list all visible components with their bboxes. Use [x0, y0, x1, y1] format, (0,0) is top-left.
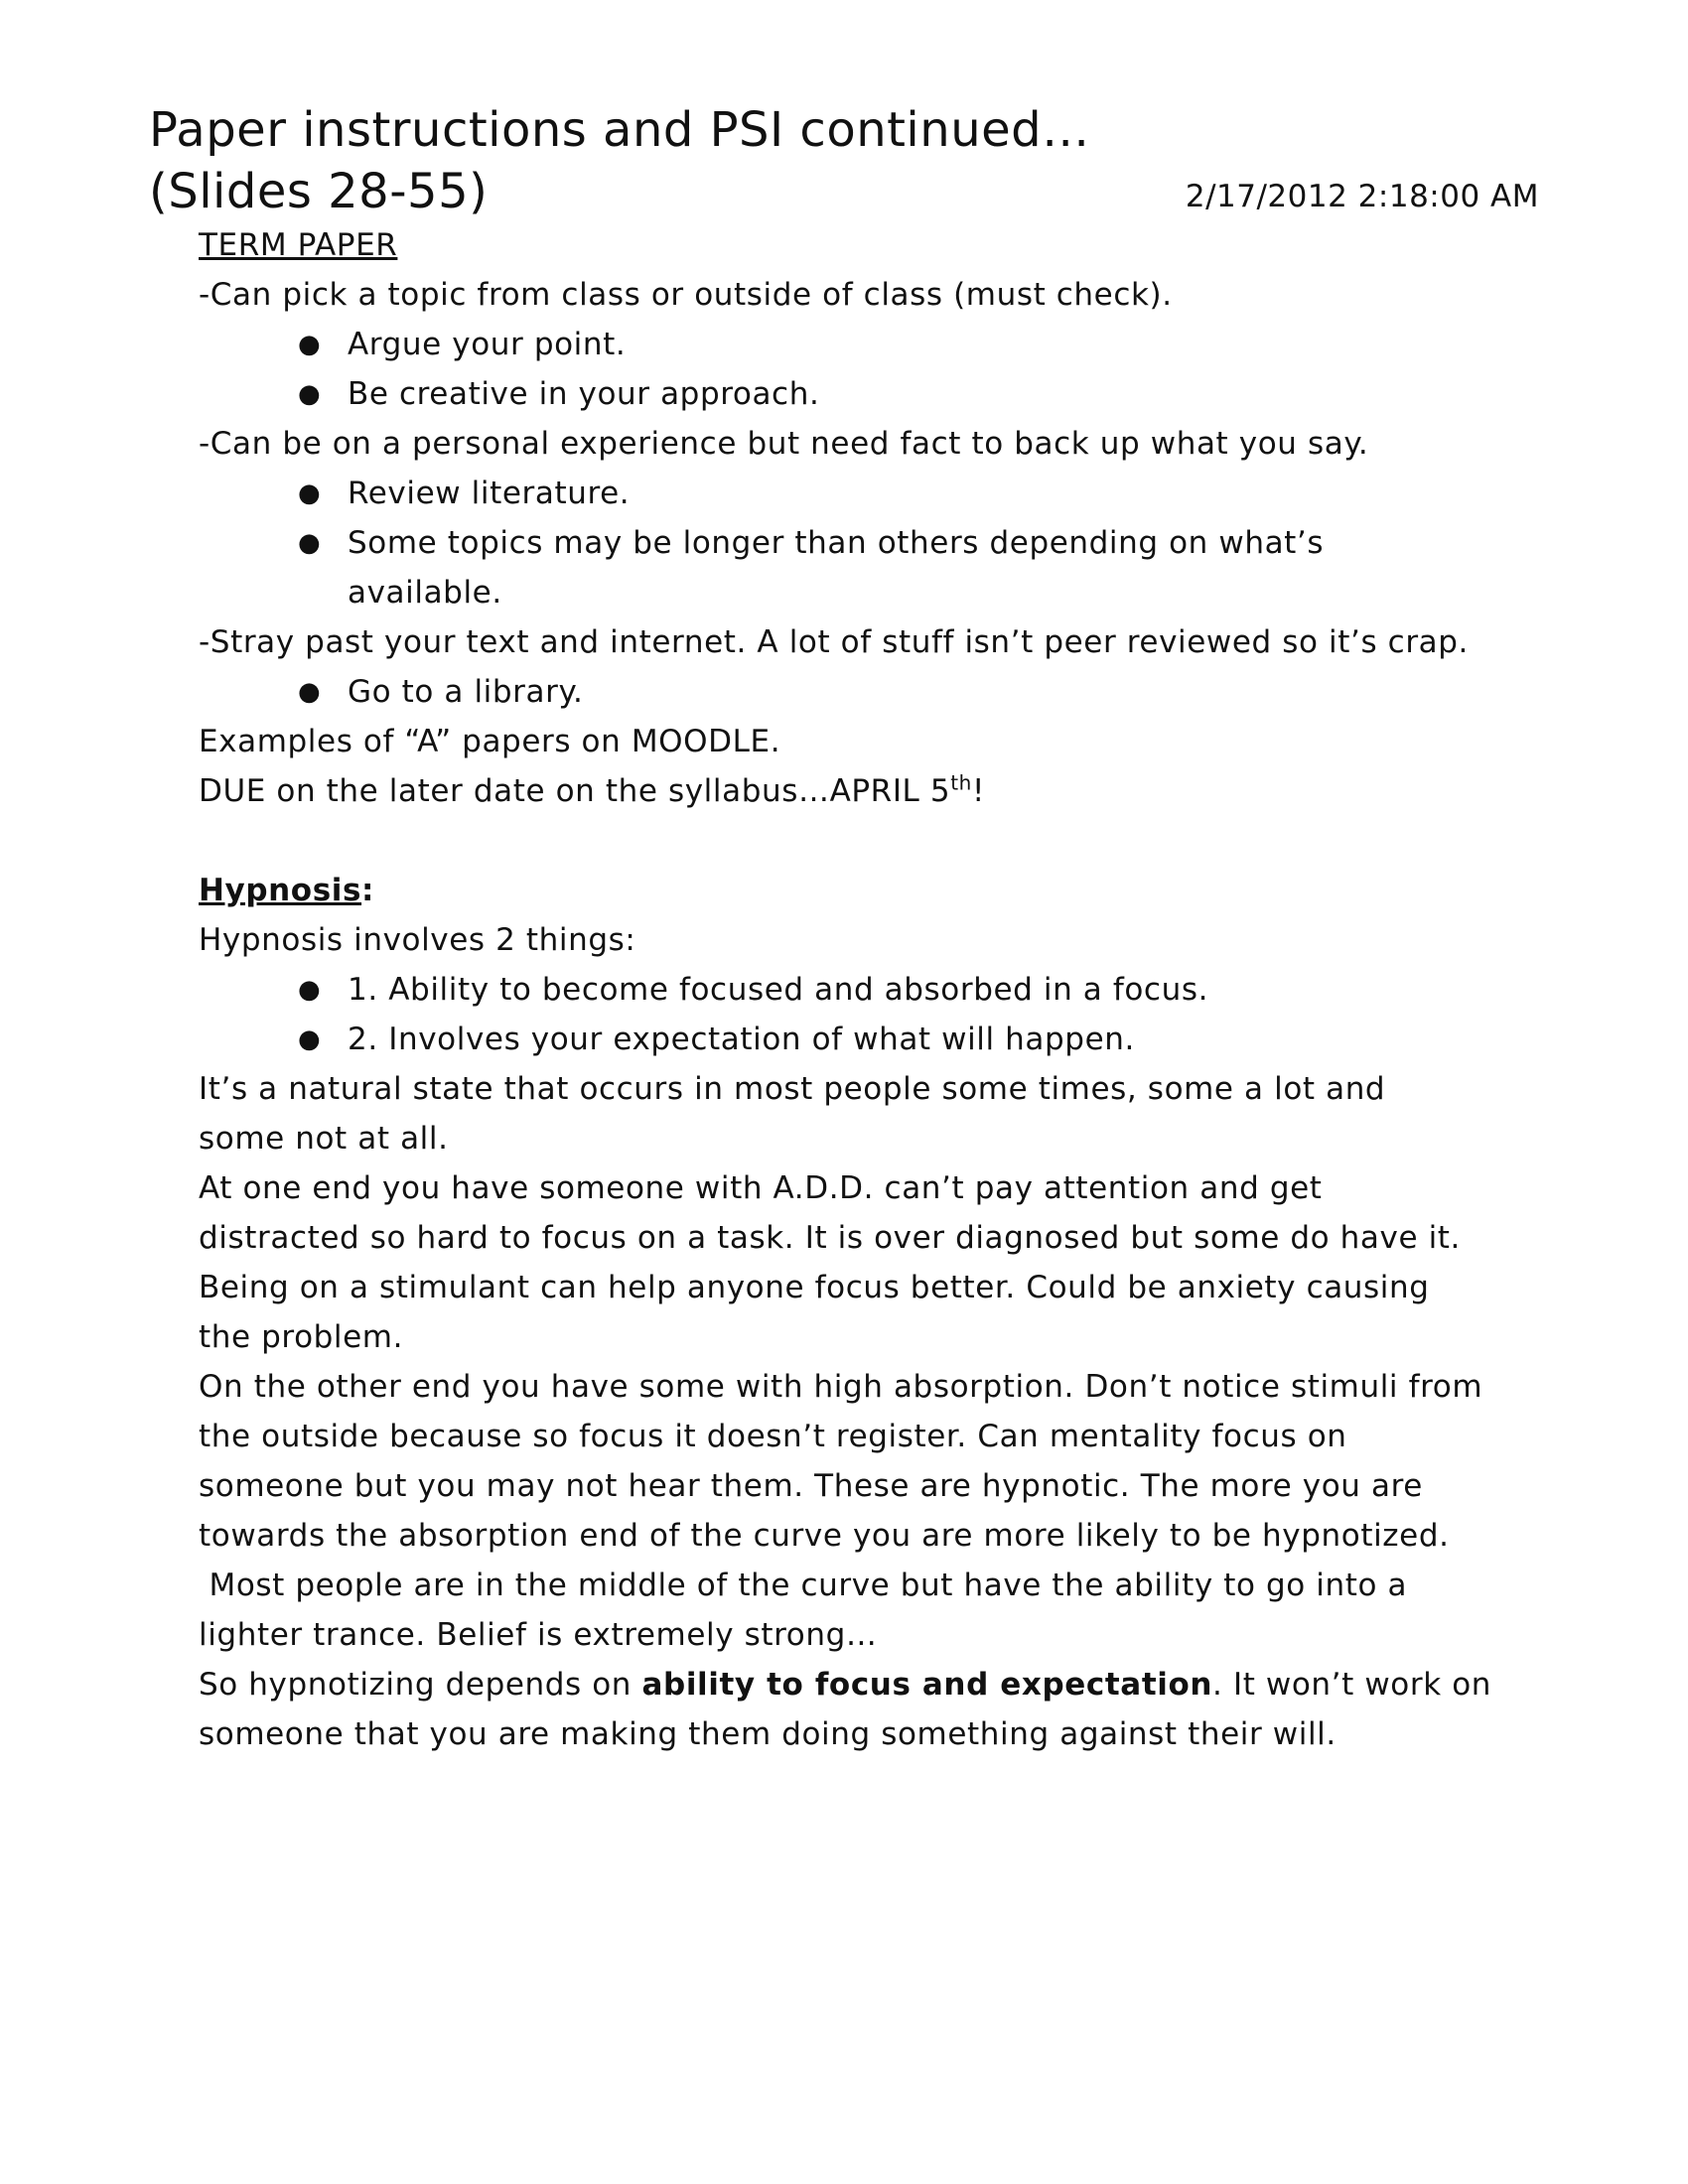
due-text: DUE on the later date on the syllabus…APRIL 5: [199, 773, 951, 809]
hypnosis-bullets: [199, 965, 1499, 1064]
hypnosis-paragraph-3: On the other end you have some with high absorption. Don’t notice stimuli from the outside because so focus it doesn’t register. Can mentality focus on someone but you may not hear them. These are hypnotic. The more you are towards the absorption end of the curve you are more likely to be hypnotized.: [199, 1369, 1483, 1554]
para5-bold-text: ability to focus and expectation: [641, 1667, 1213, 1703]
term-paper-bullets-1: [199, 320, 1499, 419]
list-item: [298, 369, 1499, 419]
bullet-icon: ●: [298, 1024, 322, 1054]
list-item-text: Review literature.: [348, 476, 631, 511]
due-suffix: !: [971, 773, 985, 809]
hypnosis-paragraph-1: It’s a natural state that occurs in most people some times, some a lot and some not at all.: [199, 1071, 1386, 1157]
bullet-icon: ●: [298, 677, 322, 707]
hypnosis-paragraph-4: Most people are in the middle of the curve but have the ability to go into a lighter trance. Belief is extremely strong…: [199, 1568, 1418, 1653]
notes-body: [199, 220, 1499, 1759]
hypnosis-paragraph-5: [199, 1660, 1499, 1759]
bullet-icon: ●: [298, 478, 322, 508]
list-item: [298, 469, 1499, 518]
list-item-text: Some topics may be longer than others depending on what’s available.: [348, 525, 1325, 611]
term-paper-heading: TERM PAPER: [199, 227, 398, 263]
list-item-text: 2. Involves your expectation of what will happen.: [348, 1022, 1135, 1057]
title-block: [149, 99, 1539, 222]
term-paper-line-3: -Stray past your text and internet. A lot of stuff isn’t peer reviewed so it’s crap.: [199, 624, 1469, 660]
bullet-icon: ●: [298, 528, 322, 558]
bullet-icon: ●: [298, 975, 322, 1005]
page-title-line-1: Paper instructions and PSI continued…: [149, 102, 1090, 158]
hypnosis-heading-colon: :: [361, 873, 375, 908]
list-item-text: Go to a library.: [348, 674, 584, 710]
bullet-icon: ●: [298, 379, 322, 409]
term-paper-line-2: -Can be on a personal experience but need fact to back up what you say.: [199, 426, 1369, 462]
hypnosis-heading-text: Hypnosis: [199, 873, 362, 908]
para5-text: So hypnotizing depends on: [199, 1667, 642, 1703]
document-timestamp: 2/17/2012 2:18:00 AM: [1185, 179, 1539, 214]
list-item-text: Argue your point.: [348, 327, 627, 362]
list-item: [298, 667, 1499, 717]
term-paper-due-line: [199, 766, 1499, 816]
bullet-icon: ●: [298, 330, 322, 359]
list-item: [298, 965, 1499, 1015]
list-item: [298, 518, 1499, 617]
hypnosis-intro: Hypnosis involves 2 things:: [199, 922, 636, 958]
due-superscript: th: [950, 770, 972, 795]
hypnosis-heading: [199, 866, 1499, 915]
hypnosis-paragraph-2: At one end you have someone with A.D.D. can’t pay attention and get distracted so hard to focus on a task. It is over diagnosed but some do have it. Being on a stimulant can help anyone focus better. Could be anxiety causing the problem.: [199, 1170, 1462, 1355]
list-item: [298, 1015, 1499, 1064]
term-paper-line-1: -Can pick a topic from class or outside of class (must check).: [199, 277, 1173, 313]
spacer: [199, 816, 1499, 866]
list-item-text: Be creative in your approach.: [348, 376, 820, 412]
list-item: [298, 320, 1499, 369]
page-title-line-2: (Slides 28-55): [149, 164, 489, 219]
term-paper-bullets-3: [199, 667, 1499, 717]
term-paper-line-4: Examples of “A” papers on MOODLE.: [199, 724, 781, 759]
list-item-text: 1. Ability to become focused and absorbed in a focus.: [348, 972, 1209, 1008]
para5-suffix: . It won’t work on someone that you are making them doing something against their will.: [199, 1667, 1492, 1752]
term-paper-bullets-2: [199, 469, 1499, 617]
